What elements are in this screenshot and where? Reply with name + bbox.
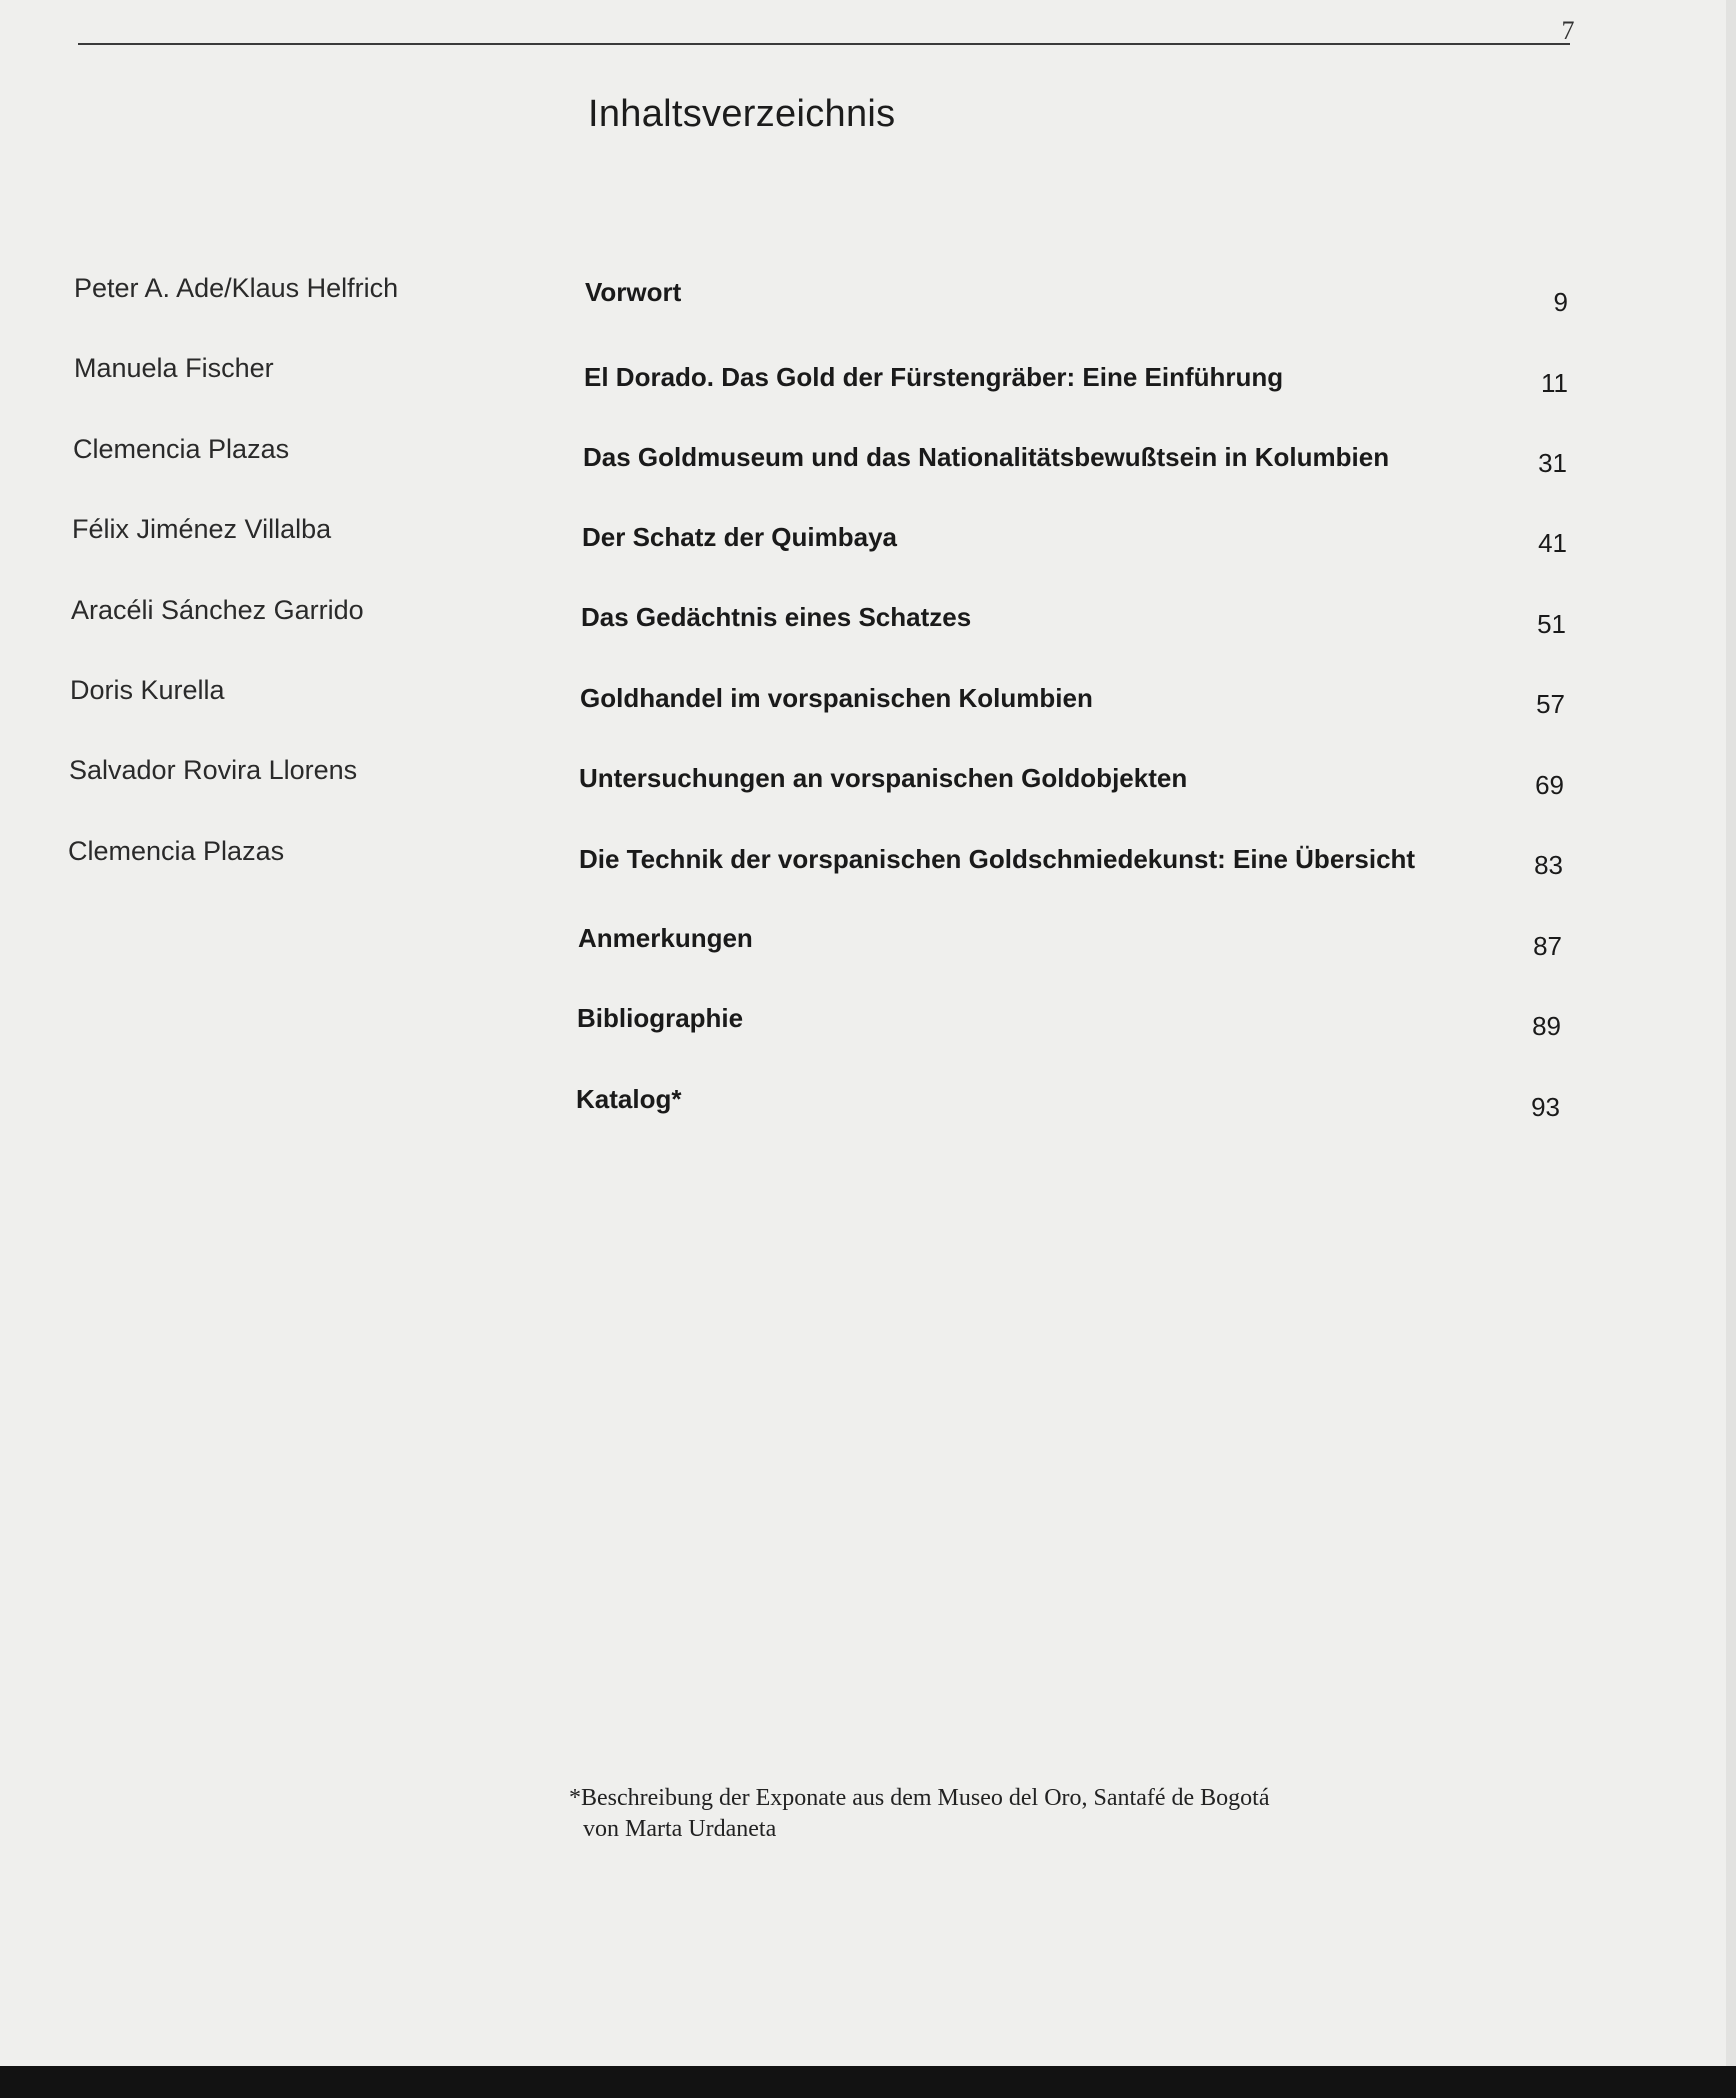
toc-title: Untersuchungen an vorspanischen Goldobjekten bbox=[579, 763, 1188, 793]
toc-title: Die Technik der vorspanischen Goldschmiedekunst: Eine Übersicht bbox=[579, 844, 1416, 874]
toc-page-number: 93 bbox=[1531, 1092, 1560, 1122]
toc-page-number: 9 bbox=[1553, 287, 1568, 317]
toc-title: Bibliographie bbox=[577, 1003, 744, 1033]
toc-page-number: 41 bbox=[1538, 528, 1567, 558]
toc-title: Das Gedächtnis eines Schatzes bbox=[581, 602, 972, 632]
page-title: Inhaltsverzeichnis bbox=[588, 93, 896, 135]
toc-page-number: 87 bbox=[1533, 931, 1562, 961]
toc-title: El Dorado. Das Gold der Fürstengräber: Eine Einführung bbox=[584, 362, 1284, 392]
footnote-line: von Marta Urdaneta bbox=[583, 1816, 777, 1842]
toc-page-number: 89 bbox=[1532, 1011, 1561, 1041]
toc-author: Peter A. Ade/Klaus Helfrich bbox=[74, 273, 399, 303]
toc-title: Katalog* bbox=[576, 1084, 682, 1114]
toc-page-number: 83 bbox=[1534, 850, 1563, 880]
toc-page-number: 69 bbox=[1535, 770, 1564, 800]
toc-page-number: 57 bbox=[1536, 689, 1565, 719]
page-number: 7 bbox=[1561, 16, 1575, 45]
toc-author: Manuela Fischer bbox=[74, 353, 274, 383]
footnote bbox=[569, 1783, 1269, 1845]
toc-author: Félix Jiménez Villalba bbox=[72, 514, 332, 544]
header-rule bbox=[78, 43, 1570, 45]
toc-page-number: 11 bbox=[1541, 368, 1568, 398]
toc-title: Goldhandel im vorspanischen Kolumbien bbox=[580, 683, 1093, 713]
toc-title: Das Goldmuseum und das Nationalitätsbewußtsein in Kolumbien bbox=[583, 442, 1390, 472]
toc-author: Clemencia Plazas bbox=[68, 836, 285, 866]
toc-title: Vorwort bbox=[585, 277, 682, 307]
toc-page-number: 51 bbox=[1537, 609, 1566, 639]
toc-author: Salvador Rovira Llorens bbox=[69, 755, 358, 785]
toc-page-number: 31 bbox=[1538, 448, 1567, 478]
scan-edge-right bbox=[1726, 0, 1736, 2098]
toc-author: Clemencia Plazas bbox=[73, 434, 290, 464]
toc-author: Doris Kurella bbox=[70, 675, 225, 705]
toc-author: Aracéli Sánchez Garrido bbox=[71, 595, 364, 625]
footnote-line: *Beschreibung der Exponate aus dem Museo del Oro, Santafé de Bogotá bbox=[569, 1785, 1270, 1811]
toc-title: Anmerkungen bbox=[578, 923, 753, 953]
scan-edge-bottom bbox=[0, 2066, 1736, 2098]
toc-title: Der Schatz der Quimbaya bbox=[582, 522, 897, 552]
